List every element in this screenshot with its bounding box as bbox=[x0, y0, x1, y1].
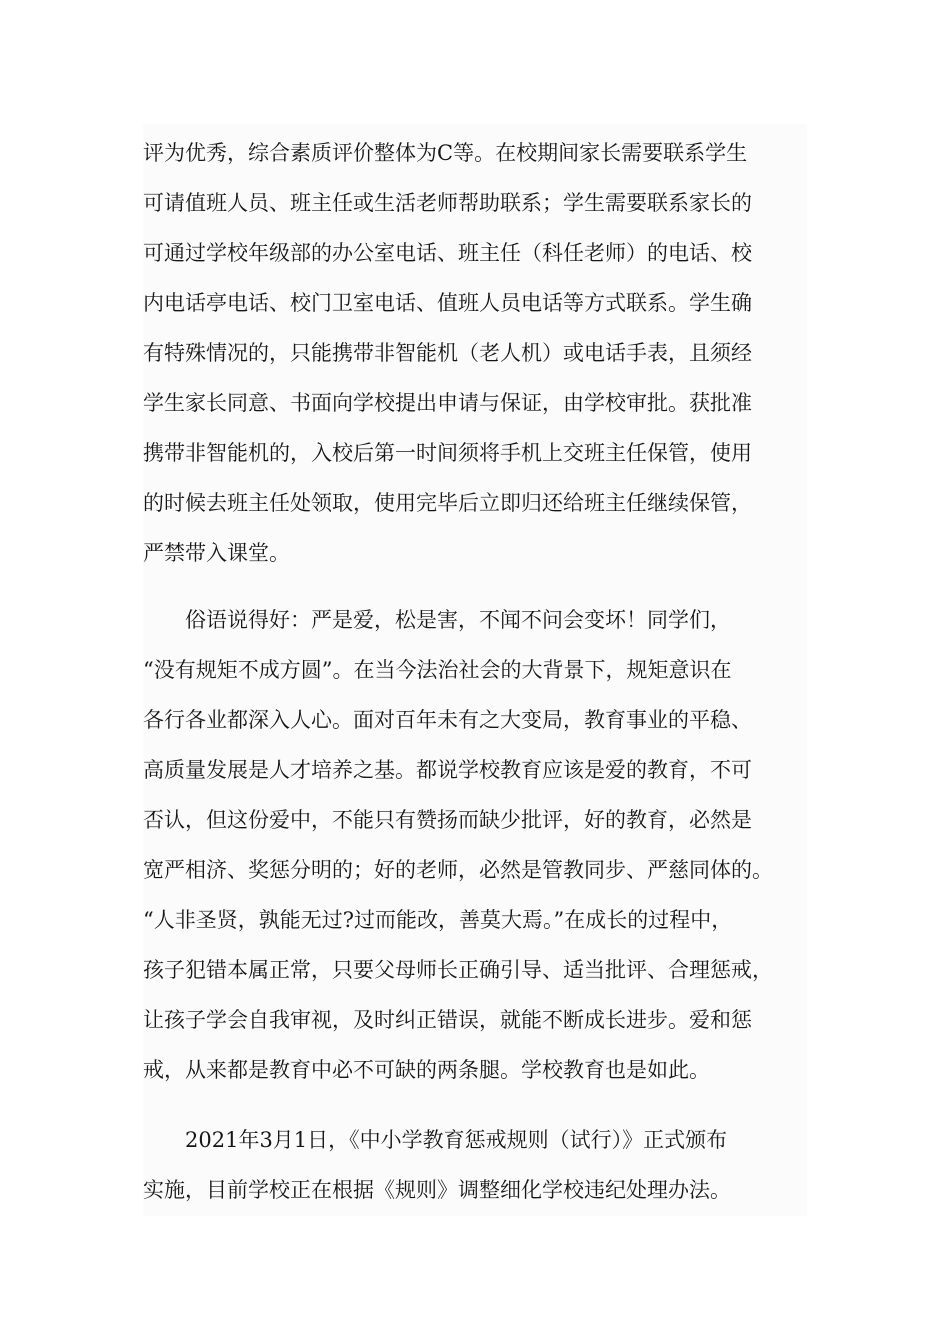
text-line: 实施，目前学校正在根据《规则》调整细化学校违纪处理办法。 bbox=[143, 1178, 731, 1202]
text-line: 各行各业都深入人心。面对百年未有之大变局，教育事业的平稳、 bbox=[143, 708, 752, 732]
text-line: 2021年3月1日，《中小学教育惩戒规则（试行）》正式颁布 bbox=[143, 1128, 728, 1152]
text-line: 让孩子学会自我审视，及时纠正错误，就能不断成长进步。爱和惩 bbox=[143, 1008, 752, 1032]
text-line: 有特殊情况的，只能携带非智能机（老人机）或电话手表，且须经 bbox=[143, 341, 752, 365]
text-line: 俗语说得好：严是爱，松是害，不闻不问会变坏！同学们， bbox=[143, 608, 731, 632]
text-line: 的时候去班主任处领取，使用完毕后立即归还给班主任继续保管， bbox=[143, 491, 752, 515]
paragraph-1 bbox=[143, 128, 807, 578]
text-line: “人非圣贤，孰能无过?过而能改，善莫大焉。”在成长的过程中， bbox=[143, 908, 733, 932]
text-line: 内电话亭电话、校门卫室电话、值班人员电话等方式联系。学生确 bbox=[143, 291, 752, 315]
text-line: 可通过学校年级部的办公室电话、班主任（科任老师）的电话、校 bbox=[143, 241, 752, 265]
text-line: “没有规矩不成方圆”。在当今法治社会的大背景下，规矩意识在 bbox=[143, 658, 732, 682]
text-line: 携带非智能机的，入校后第一时间须将手机上交班主任保管，使用 bbox=[143, 441, 752, 465]
text-line: 宽严相济、奖惩分明的；好的老师，必然是管教同步、严慈同体的。 bbox=[143, 858, 773, 882]
text-line: 否认，但这份爱中，不能只有赞扬而缺少批评，好的教育，必然是 bbox=[143, 808, 752, 832]
document-page bbox=[143, 124, 807, 1216]
text-line: 孩子犯错本属正常，只要父母师长正确引导、适当批评、合理惩戒， bbox=[143, 958, 773, 982]
text-line: 高质量发展是人才培养之基。都说学校教育应该是爱的教育，不可 bbox=[143, 758, 752, 782]
text-line: 学生家长同意、书面向学校提出申请与保证，由学校审批。获批准 bbox=[143, 391, 752, 415]
paragraph-2 bbox=[143, 595, 807, 1095]
text-line: 评为优秀，综合素质评价整体为C等。在校期间家长需要联系学生 bbox=[143, 141, 748, 165]
paragraph-3 bbox=[143, 1115, 807, 1215]
text-line: 可请值班人员、班主任或生活老师帮助联系；学生需要联系家长的 bbox=[143, 191, 752, 215]
text-line: 戒，从来都是教育中必不可缺的两条腿。学校教育也是如此。 bbox=[143, 1058, 710, 1082]
text-line: 严禁带入课堂。 bbox=[143, 541, 290, 565]
